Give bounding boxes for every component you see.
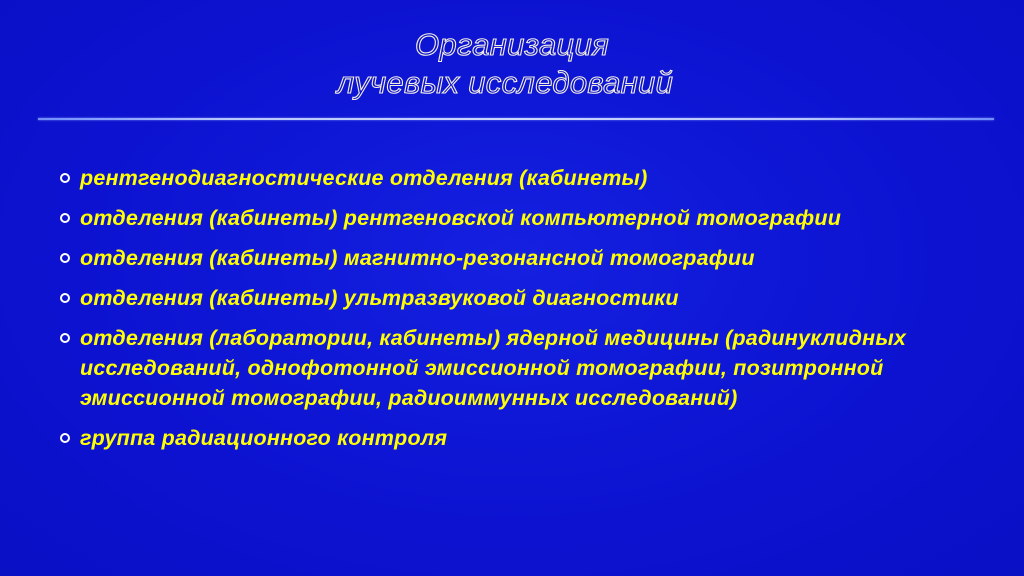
slide-title xyxy=(0,26,1024,102)
list-item xyxy=(56,163,1006,193)
list-item-text: отделения (кабинеты) магнитно-резонансной томографии xyxy=(80,246,755,270)
list-item-text: отделения (лаборатории, кабинеты) ядерной медицины (радинуклидных исследований, однофотонной эмиссионной томографии, позитронной эмиссионной томографии, радиоиммунных исследований) xyxy=(80,326,907,410)
list-item xyxy=(56,423,1006,453)
title-line-1: Организация xyxy=(415,27,609,62)
bullet-list xyxy=(56,163,1006,463)
list-item xyxy=(56,283,1006,313)
list-item xyxy=(56,203,1006,233)
bullet-circle-icon xyxy=(60,173,70,183)
list-item-text: отделения (кабинеты) ультразвуковой диагностики xyxy=(80,286,679,310)
list-item-text: отделения (кабинеты) рентгеновской компьютерной томографии xyxy=(80,206,842,230)
list-item-text: группа радиационного контроля xyxy=(80,426,448,450)
list-item xyxy=(56,323,910,413)
bullet-circle-icon xyxy=(60,333,70,343)
list-item xyxy=(56,243,1006,273)
bullet-circle-icon xyxy=(60,433,70,443)
list-item-text: рентгенодиагностические отделения (кабинеты) xyxy=(80,166,648,190)
title-line-2: лучевых исследований xyxy=(336,65,674,100)
title-divider xyxy=(38,118,994,120)
bullet-circle-icon xyxy=(60,293,70,303)
bullet-circle-icon xyxy=(60,253,70,263)
bullet-circle-icon xyxy=(60,213,70,223)
